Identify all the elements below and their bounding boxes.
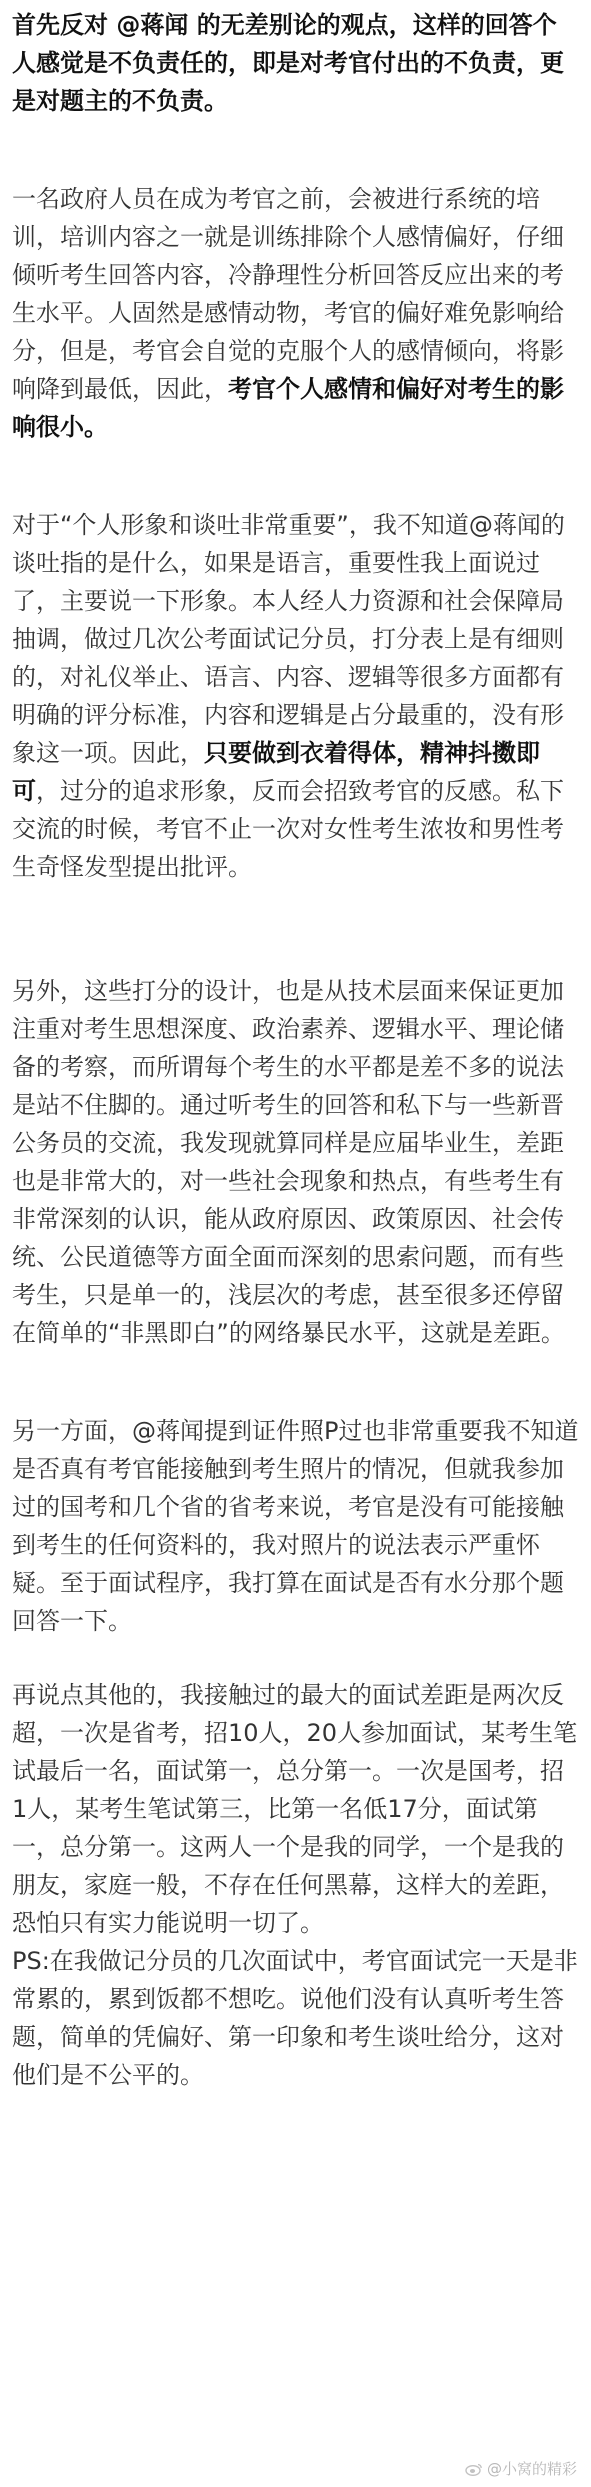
appearance-text: 对于“个人形象和谈吐非常重要”，我不知道@蒋闻的谈吐指的是什么，如果是语言，重要性我上面说过了，主要说一下形象。本人经人力资源和社会保障局抽调，做过几次公考面试记分员，打分表上是有细则的，对礼仪举止、语言、内容、逻辑等很多方面都有明确的评分标准，内容和逻辑是占分最重的，没有形象这一项。因此， — [12, 511, 565, 767]
intro-text: 首先反对 @蒋闻 的无差别论的观点，这样的回答个人感觉是不负责任的，即是对考官付出的不负责，更是对题主的不负责。 — [12, 11, 564, 115]
ps-paragraph — [12, 1942, 579, 2094]
photo-text: 另一方面，@蒋闻提到证件照P过也非常重要我不知道是否真有考官能接触到考生照片的情况，但就我参加过的国考和几个省的省考来说，考官是没有可能接触到考生的任何资料的，我对照片的说法表示严重怀疑。至于面试程序，我打算在面试是否有水分那个题回答一下。 — [12, 1417, 579, 1635]
training-text: 一名政府人员在成为考官之前，会被进行系统的培训，培训内容之一就是训练排除个人感情偏好，仔细倾听考生回答内容，冷静理性分析回答反应出来的考生水平。人固然是感情动物，考官的偏好难免影响给分，但是，考官会自觉的克服个人的感情倾向，将影响降到最低，因此， — [12, 185, 564, 403]
appearance-emphasis: 只要做到衣着得体，精神抖擞即可 — [12, 739, 540, 805]
weibo-watermark — [465, 2458, 577, 2479]
weibo-logo-icon — [465, 2462, 483, 2476]
training-paragraph — [12, 180, 579, 446]
intro-paragraph — [12, 6, 579, 120]
appearance-paragraph — [12, 506, 579, 886]
photo-paragraph — [12, 1412, 579, 1640]
ps-text: PS:在我做记分员的几次面试中，考官面试完一天是非常累的，累到饭都不想吃。说他们没有认真听考生答题，简单的凭偏好、第一印象和考生谈吐给分，这对他们是不公平的。 — [12, 1947, 578, 2089]
training-emphasis: 考官个人感情和偏好对考生的影响很小。 — [12, 375, 564, 441]
scoring-design-paragraph — [12, 972, 579, 1352]
reversal-text: 再说点其他的，我接触过的最大的面试差距是两次反超，一次是省考，招10人，20人参加面试，某考生笔试最后一名，面试第一，总分第一。一次是国考，招1人，某考生笔试第三，比第一名低17分，面试第一，总分第一。这两人一个是我的同学，一个是我的朋友，家庭一般，不存在任何黑幕，这样大的差距，恐怕只有实力能说明一切了。 — [12, 1681, 578, 1937]
appearance-text-end: ，过分的追求形象，反而会招致考官的反感。私下交流的时候，考官不止一次对女性考生浓妆和男性考生奇怪发型提出批评。 — [12, 777, 564, 881]
scoring-design-text: 另外，这些打分的设计，也是从技术层面来保证更加注重对考生思想深度、政治素养、逻辑水平、理论储备的考察，而所谓每个考生的水平都是差不多的说法是站不住脚的。通过听考生的回答和私下与一些新晋公务员的交流，我发现就算同样是应届毕业生，差距也是非常大的，对一些社会现象和热点，有些考生有非常深刻的认识，能从政府原因、政策原因、社会传统、公民道德等方面全面而深刻的思索问题，而有些考生，只是单一的，浅层次的考虑，甚至很多还停留在简单的“非黑即白”的网络暴民水平，这就是差距。 — [12, 977, 565, 1347]
reversal-paragraph — [12, 1676, 579, 1942]
watermark-text: @小窝的精彩 — [486, 2460, 577, 2478]
